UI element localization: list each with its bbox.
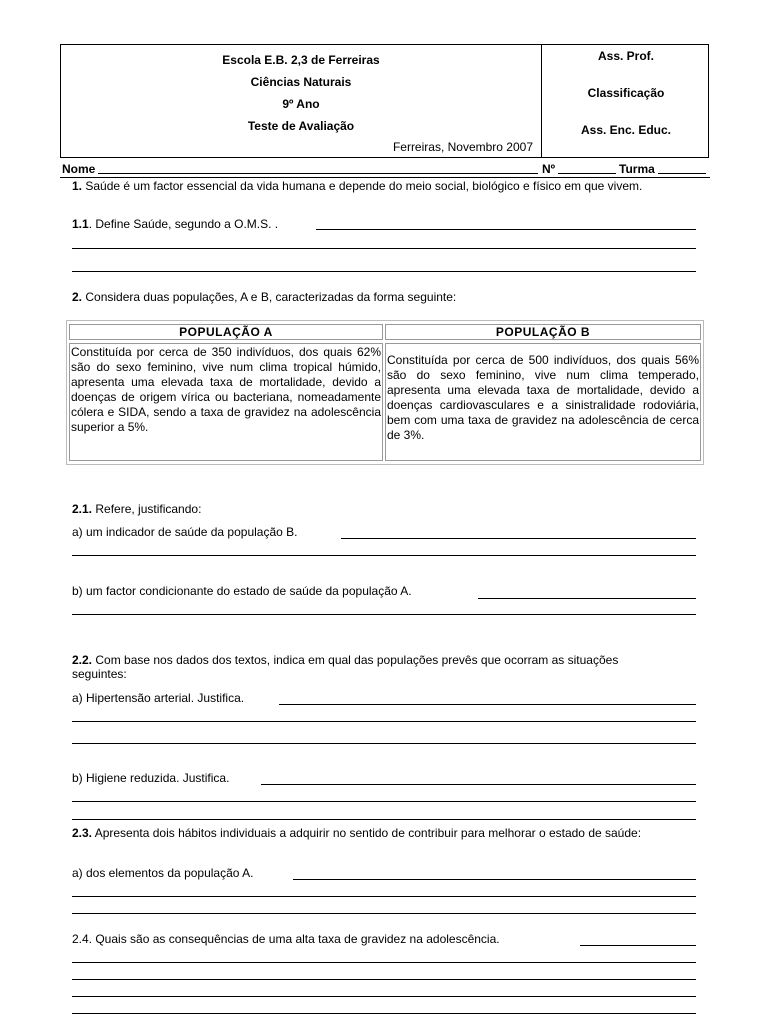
numero-label: Nº — [542, 162, 556, 176]
question-number: 2.1. — [72, 502, 93, 516]
answer-line[interactable] — [72, 979, 696, 980]
answer-line[interactable] — [293, 879, 696, 880]
student-info-bar — [60, 160, 710, 178]
question-2 — [72, 290, 456, 304]
answer-line[interactable] — [261, 784, 696, 785]
answer-line[interactable] — [72, 913, 696, 914]
answer-line[interactable] — [478, 598, 696, 599]
answer-line[interactable] — [580, 945, 696, 946]
population-a-header: POPULAÇÃO A — [69, 324, 383, 340]
question-2-1-b: b) um factor condicionante do estado de saúde da população A. — [72, 584, 412, 598]
test-title: Teste de Avaliação — [247, 119, 355, 133]
question-2-4: 2.4. Quais são as consequências de uma alta taxa de gravidez na adolescência. — [72, 932, 500, 946]
answer-line[interactable] — [72, 555, 696, 556]
question-number: 2. — [72, 290, 83, 304]
question-number: 1. — [72, 179, 83, 193]
answer-line[interactable] — [341, 538, 696, 539]
question-2-3-a: a) dos elementos da população A. — [72, 866, 254, 880]
question-text: Considera duas populações, A e B, caracterizadas da forma seguinte: — [85, 290, 457, 304]
answer-line[interactable] — [72, 819, 696, 820]
question-2-2-b: b) Higiene reduzida. Justifica. — [72, 771, 230, 785]
answer-line[interactable] — [72, 248, 696, 249]
classificacao-label: Classificação — [587, 86, 665, 100]
question-text: Com base nos dados dos textos, indica em qual das populações prevês que ocorram as situações seguintes: — [72, 653, 619, 681]
answer-line[interactable] — [72, 996, 696, 997]
grade-label: 9º Ano — [282, 97, 320, 111]
answer-line[interactable] — [72, 721, 696, 722]
answer-line[interactable] — [316, 229, 696, 230]
header-box — [60, 44, 709, 158]
question-text: Apresenta dois hábitos individuais a adquirir no sentido de contribuir para melhorar o estado de saúde: — [94, 826, 642, 840]
question-2-3 — [72, 826, 702, 840]
question-number: 2.3. — [72, 826, 93, 840]
answer-line[interactable] — [72, 801, 696, 802]
question-2-2 — [72, 653, 672, 681]
population-b-description: Constituída por cerca de 500 indivíduos, dos quais 56% são do sexo feminino, vive num clima temperado, apresenta uma elevada taxa de mortalidade, devido a doenças cardiovasculares e a sinistralidade rodoviária, bem com uma taxa de gravidez na adolescência de cerca de 3%. — [385, 343, 701, 461]
nome-label: Nome — [62, 162, 96, 176]
subject-name: Ciências Naturais — [250, 75, 352, 89]
question-2-1-a: a) um indicador de saúde da população B. — [72, 525, 298, 539]
question-text: . Define Saúde, segundo a O.M.S. . — [88, 217, 279, 231]
nome-field-line[interactable] — [98, 173, 538, 174]
question-2-1 — [72, 502, 201, 516]
turma-label: Turma — [619, 162, 655, 176]
question-number: 2.2. — [72, 653, 93, 667]
answer-line[interactable] — [72, 271, 696, 272]
population-a-description: Constituída por cerca de 350 indivíduos, dos quais 62% são do sexo feminino, vive num clima tropical húmido, apresenta uma elevada taxa de mortalidade, devido a doenças de origem vírica ou bacteriana, nomeadamente cólera e SIDA, sendo a taxa de gravidez na adolescência superior a 5%. — [69, 343, 383, 461]
population-b-header: POPULAÇÃO B — [385, 324, 701, 340]
question-number: 1.1 — [72, 217, 89, 231]
turma-field-line[interactable] — [658, 173, 706, 174]
school-name: Escola E.B. 2,3 de Ferreiras — [222, 53, 380, 67]
answer-line[interactable] — [72, 614, 696, 615]
question-text: Refere, justificando: — [95, 502, 202, 516]
answer-line[interactable] — [72, 743, 696, 744]
answer-line[interactable] — [72, 1013, 696, 1014]
ass-prof-label: Ass. Prof. — [597, 49, 654, 63]
answer-line[interactable] — [279, 704, 696, 705]
population-table — [66, 320, 704, 465]
question-1 — [72, 179, 702, 193]
ass-enc-educ-label: Ass. Enc. Educ. — [580, 123, 672, 137]
numero-field-line[interactable] — [558, 173, 616, 174]
question-text: Saúde é um factor essencial da vida humana e depende do meio social, biológico e físico em que vivem. — [85, 179, 643, 193]
question-1-1 — [72, 217, 278, 231]
answer-line[interactable] — [72, 896, 696, 897]
answer-line[interactable] — [72, 962, 696, 963]
question-2-2-a: a) Hipertensão arterial. Justifica. — [72, 691, 245, 705]
test-date: Ferreiras, Novembro 2007 — [392, 140, 533, 154]
